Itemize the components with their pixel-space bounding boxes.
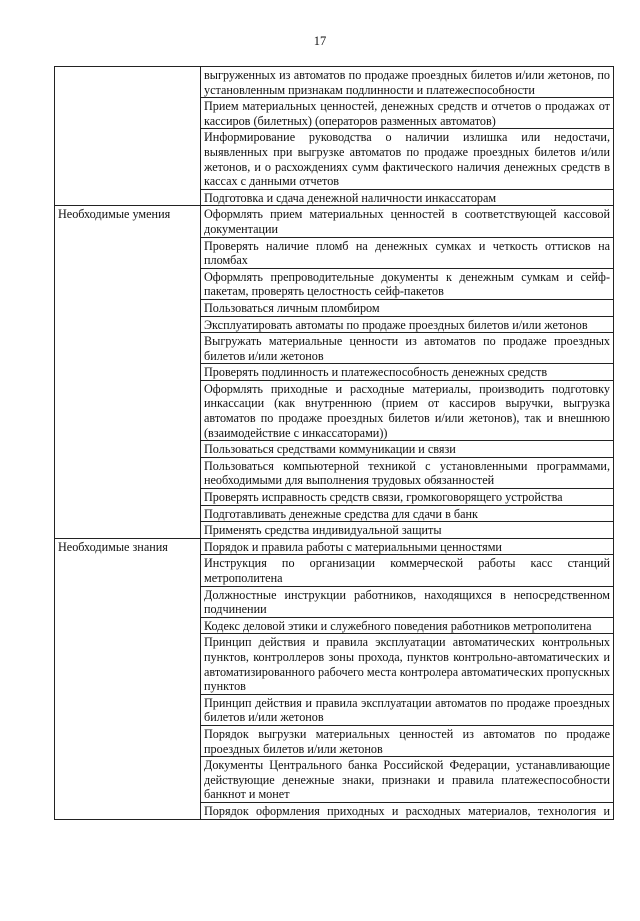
section-label: Необходимые знания xyxy=(55,538,201,819)
requirement-item: Применять средства индивидуальной защиты xyxy=(201,522,614,539)
section-label xyxy=(55,67,201,206)
requirement-item: Кодекс деловой этики и служебного поведения работников метрополитена xyxy=(201,617,614,634)
requirement-item: Должностные инструкции работников, находящихся в непосредственном подчинении xyxy=(201,586,614,617)
requirement-item: Подготавливать денежные средства для сдачи в банк xyxy=(201,505,614,522)
table-body xyxy=(55,67,614,820)
requirement-item: Инструкция по организации коммерческой работы касс станций метрополитена xyxy=(201,555,614,586)
requirement-item: Порядок и правила работы с материальными ценностями xyxy=(201,538,614,555)
requirement-item: Порядок выгрузки материальных ценностей из автоматов по продаже проездных билетов и/или жетонов xyxy=(201,725,614,756)
requirement-item: Документы Центрального банка Российской Федерации, устанавливающие действующие денежные знаки, признаки и правила платежеспособности банкнот и монет xyxy=(201,757,614,803)
requirement-item: Оформлять препроводительные документы к денежным сумкам и сейф-пакетам, проверять целостность сейф-пакетов xyxy=(201,268,614,299)
requirement-item: Проверять исправность средств связи, громкоговорящего устройства xyxy=(201,489,614,506)
requirement-item: Прием материальных ценностей, денежных средств и отчетов о продажах от кассиров (билетных) (операторов разменных автоматов) xyxy=(201,98,614,129)
requirement-item: Пользоваться личным пломбиром xyxy=(201,299,614,316)
page-number: 17 xyxy=(313,34,327,48)
requirement-item: Эксплуатировать автоматы по продаже проездных билетов и/или жетонов xyxy=(201,316,614,333)
requirement-item: Принцип действия и правила эксплуатации автоматических контрольных пунктов, контроллеров зоны прохода, пунктов контрольно-автоматических и автоматизированного рабочего места контролера автоматических пропускных пунктов xyxy=(201,634,614,694)
requirement-item: Пользоваться средствами коммуникации и связи xyxy=(201,441,614,458)
requirement-item: Порядок оформления приходных и расходных материалов, технология и xyxy=(201,802,614,819)
competency-table xyxy=(54,66,614,820)
requirement-item: Оформлять прием материальных ценностей в соответствующей кассовой документации xyxy=(201,206,614,237)
requirement-item: Пользоваться компьютерной техникой с установленными программами, необходимыми для выполнения трудовых обязанностей xyxy=(201,457,614,488)
requirement-item: Выгружать материальные ценности из автоматов по продаже проездных билетов и/или жетонов xyxy=(201,333,614,364)
table-row xyxy=(55,67,614,98)
table-row xyxy=(55,538,614,555)
requirement-item: Принцип действия и правила эксплуатации автоматов по продаже проездных билетов и/или жетонов xyxy=(201,694,614,725)
section-label: Необходимые умения xyxy=(55,206,201,538)
requirement-item: Проверять подлинность и платежеспособность денежных средств xyxy=(201,364,614,381)
requirement-item: выгруженных из автоматов по продаже проездных билетов и/или жетонов, по установленным признакам подлинности и платежеспособности xyxy=(201,67,614,98)
requirement-item: Оформлять приходные и расходные материалы, производить подготовку инкассации (как внутреннюю (прием от кассиров выручки, выгрузка автоматов по продаже проездных билетов и/или жетонов), так и внешнюю (взаимодействие с инкассаторами)) xyxy=(201,380,614,440)
requirement-item: Подготовка и сдача денежной наличности инкассаторам xyxy=(201,189,614,206)
requirement-item: Проверять наличие пломб на денежных сумках и четкость оттисков на пломбах xyxy=(201,237,614,268)
table-row xyxy=(55,206,614,237)
requirement-item: Информирование руководства о наличии излишка или недостачи, выявленных при выгрузке автоматов по продаже проездных билетов и/или жетонов, и о расхождениях сумм фактического наличия денежных средств в кассах с данными отчетов xyxy=(201,129,614,189)
